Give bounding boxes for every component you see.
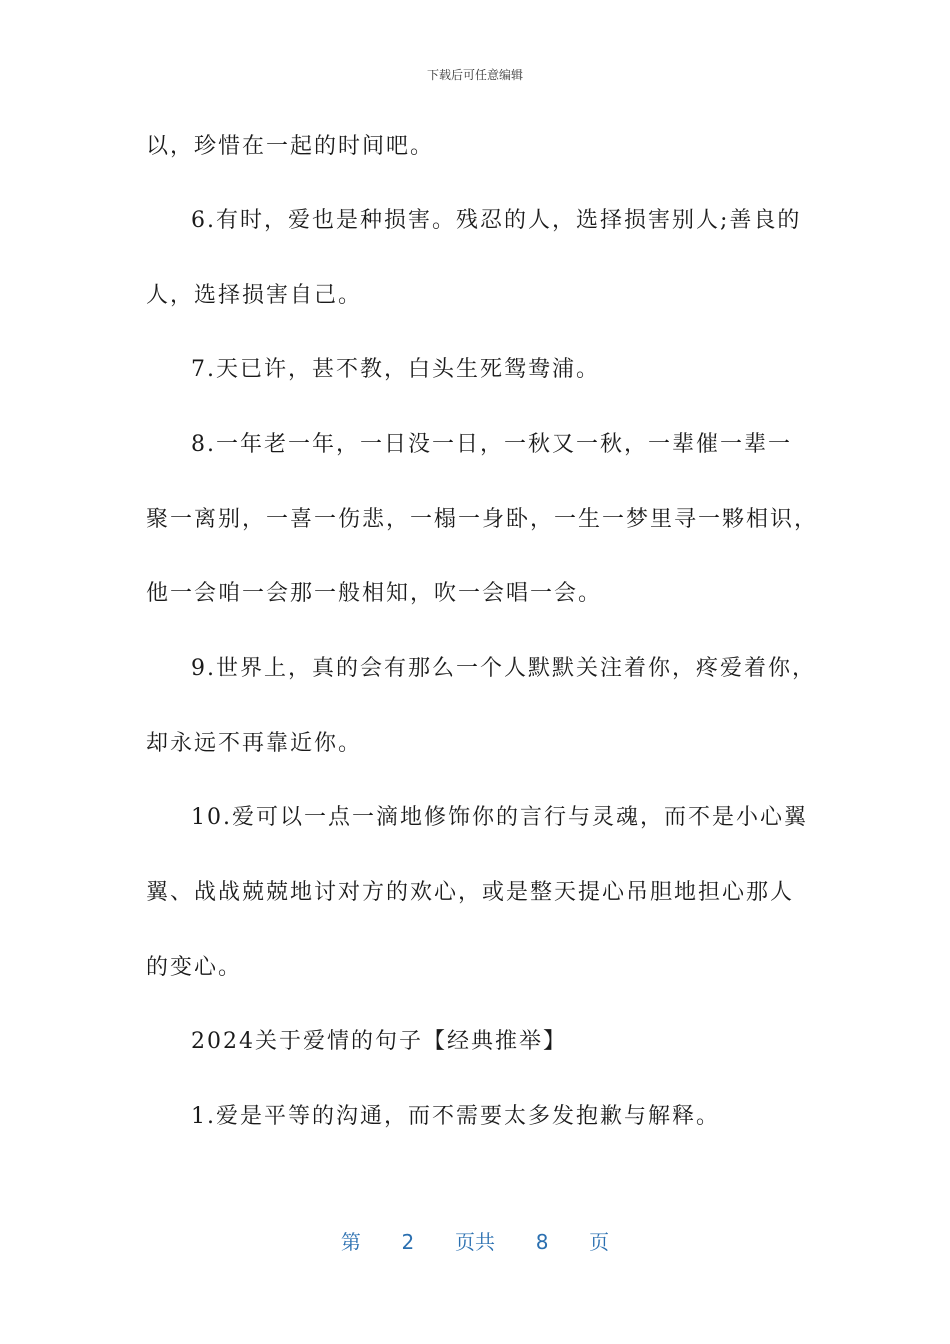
page-suffix: 页 xyxy=(589,1230,610,1254)
page-current: 2 xyxy=(401,1230,415,1254)
header-text: 下载后可任意编辑 xyxy=(426,68,523,82)
page-total: 8 xyxy=(535,1230,549,1254)
text-line: 却永远不再靠近你。 xyxy=(146,731,363,756)
text-line: 1.爱是平等的沟通，而不需要太多发抱歉与解释。 xyxy=(191,1104,720,1129)
text-line: 以，珍惜在一起的时间吧。 xyxy=(146,134,435,159)
text-line: 7.天已许，甚不教，白头生死鸳鸯浦。 xyxy=(191,357,600,382)
page-prefix: 第 xyxy=(340,1230,361,1254)
text-line: 9.世界上，真的会有那么一个人默默关注着你，疼爱着你， xyxy=(191,656,816,681)
text-line: 聚一离别，一喜一伤悲，一榻一身卧，一生一梦里寻一夥相识， xyxy=(146,507,819,532)
page-header xyxy=(0,66,950,83)
text-line: 的变心。 xyxy=(146,955,243,980)
text-line: 10.爱可以一点一滴地修饰你的言行与灵魂，而不是小心翼 xyxy=(191,805,808,830)
text-line: 他一会咱一会那一般相知，吹一会唱一会。 xyxy=(146,581,603,606)
page-footer xyxy=(0,1226,950,1255)
page-middle: 页共 xyxy=(455,1230,495,1254)
text-line: 人，选择损害自己。 xyxy=(146,283,363,308)
text-line: 翼、战战兢兢地讨对方的欢心，或是整天提心吊胆地担心那人 xyxy=(146,880,795,905)
section-heading: 2024关于爱情的句子【经典推举】 xyxy=(191,1029,567,1054)
text-line: 6.有时，爱也是种损害。残忍的人，选择损害别人;善良的 xyxy=(191,208,802,233)
text-line: 8.一年老一年，一日没一日，一秋又一秋，一辈催一辈一 xyxy=(191,432,792,457)
